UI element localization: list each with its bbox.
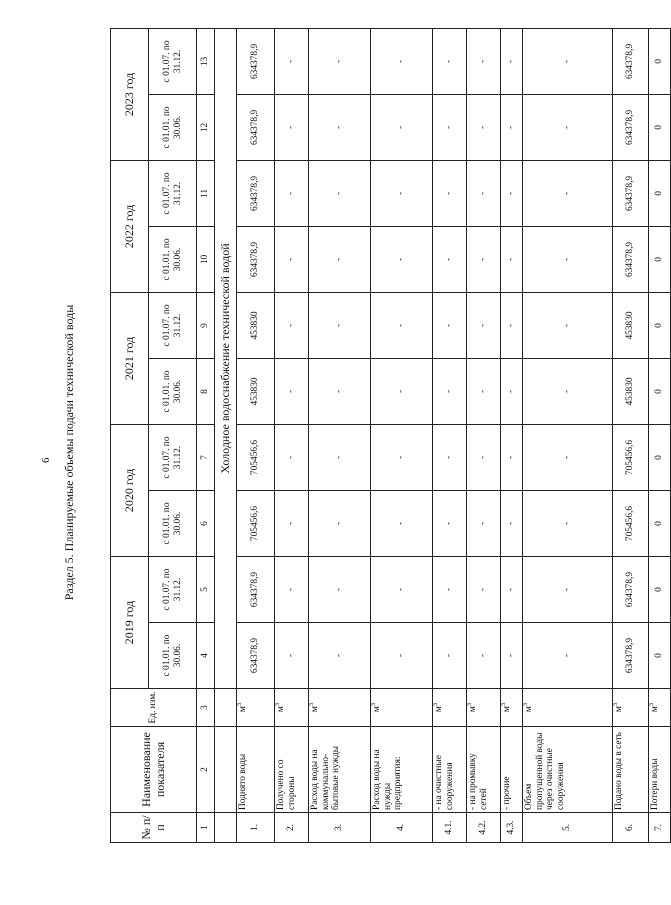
- value-cell: -: [309, 424, 371, 490]
- year-header: 2023 год: [111, 28, 149, 160]
- unit-exponent: 3: [369, 702, 377, 707]
- indicator-name: Объем пропущенной воды через очистные сооружения: [523, 727, 613, 813]
- column-number: 3: [197, 689, 215, 727]
- table-row: [237, 28, 275, 842]
- period-second-half: с 01.07. по 31.12.: [149, 424, 197, 490]
- value-cell: 634378,9: [237, 160, 275, 226]
- unit-base: м: [502, 706, 512, 713]
- unit-exponent: 3: [521, 702, 529, 707]
- value-cell: 634378,9: [613, 623, 649, 689]
- value-cell: 705456,6: [613, 424, 649, 490]
- value-cell: -: [371, 490, 433, 556]
- row-number: 5.: [523, 813, 613, 843]
- unit-base: м: [614, 706, 624, 713]
- value-cell: -: [309, 623, 371, 689]
- value-cell: -: [501, 28, 523, 94]
- value-cell: 634378,9: [613, 226, 649, 292]
- unit-exponent: 3: [647, 702, 655, 707]
- value-cell: -: [467, 94, 501, 160]
- value-cell: -: [523, 160, 613, 226]
- value-cell: -: [523, 28, 613, 94]
- value-cell: -: [433, 292, 467, 358]
- value-cell: -: [433, 358, 467, 424]
- unit-base: м: [468, 706, 478, 713]
- value-cell: 634378,9: [237, 623, 275, 689]
- value-cell: -: [275, 160, 309, 226]
- indicator-name: Поднято воды: [237, 727, 275, 813]
- row-number: 1.: [237, 813, 275, 843]
- value-cell: 634378,9: [237, 556, 275, 622]
- unit-cell: [501, 689, 523, 727]
- unit-base: м: [238, 706, 248, 713]
- value-cell: 634378,9: [613, 94, 649, 160]
- value-cell: -: [467, 160, 501, 226]
- water-supply-table: [110, 28, 671, 843]
- value-cell: 0: [649, 160, 671, 226]
- period-first-half: с 01.01. по 30.06.: [149, 226, 197, 292]
- value-cell: -: [501, 160, 523, 226]
- value-cell: -: [523, 358, 613, 424]
- column-number: 6: [197, 490, 215, 556]
- value-cell: -: [275, 556, 309, 622]
- column-number: 8: [197, 358, 215, 424]
- unit-base: м: [310, 706, 320, 713]
- indicator-name: Потери воды: [649, 727, 671, 813]
- year-header: 2021 год: [111, 292, 149, 424]
- unit-cell: [523, 689, 613, 727]
- indicator-name: - на очистные сооружения: [433, 727, 467, 813]
- value-cell: 0: [649, 226, 671, 292]
- value-cell: -: [433, 28, 467, 94]
- row-number: 4.2.: [467, 813, 501, 843]
- value-cell: -: [501, 556, 523, 622]
- value-cell: 634378,9: [237, 94, 275, 160]
- unit-base: м: [524, 706, 534, 713]
- table-row: [613, 28, 649, 842]
- unit-base: м: [434, 706, 444, 713]
- unit-exponent: 3: [465, 702, 473, 707]
- table-row: [523, 28, 613, 842]
- section-row: [215, 28, 237, 842]
- unit-base: м: [372, 706, 382, 713]
- column-number: 10: [197, 226, 215, 292]
- num-header: № п/п: [111, 813, 197, 843]
- unit-exponent: 3: [307, 702, 315, 707]
- column-number: 9: [197, 292, 215, 358]
- unit-cell: [467, 689, 501, 727]
- table-body: [215, 28, 671, 842]
- value-cell: 634378,9: [237, 28, 275, 94]
- value-cell: -: [501, 490, 523, 556]
- section-spacer: [215, 813, 237, 843]
- period-first-half: с 01.01. по 30.06.: [149, 358, 197, 424]
- value-cell: -: [309, 292, 371, 358]
- period-second-half: с 01.07. по 31.12.: [149, 292, 197, 358]
- table-row: [649, 28, 671, 842]
- value-cell: 0: [649, 623, 671, 689]
- value-cell: 705456,6: [613, 490, 649, 556]
- value-cell: -: [309, 94, 371, 160]
- value-cell: 453830: [237, 292, 275, 358]
- unit-exponent: 3: [235, 702, 243, 707]
- period-first-half: с 01.01. по 30.06.: [149, 623, 197, 689]
- unit-exponent: 3: [611, 702, 619, 707]
- indicator-name: Подано воды в сеть: [613, 727, 649, 813]
- row-number: 2.: [275, 813, 309, 843]
- value-cell: -: [501, 623, 523, 689]
- value-cell: -: [523, 623, 613, 689]
- column-number: 5: [197, 556, 215, 622]
- table-row: [309, 28, 371, 842]
- value-cell: -: [275, 490, 309, 556]
- value-cell: -: [523, 292, 613, 358]
- value-cell: -: [523, 424, 613, 490]
- row-number: 7.: [649, 813, 671, 843]
- value-cell: -: [433, 490, 467, 556]
- indicator-name: Расход воды на нужды предприятия:: [371, 727, 433, 813]
- section-spacer: [215, 689, 237, 727]
- value-cell: 453830: [613, 292, 649, 358]
- column-number: 11: [197, 160, 215, 226]
- value-cell: 634378,9: [613, 160, 649, 226]
- value-cell: -: [433, 94, 467, 160]
- column-number: 12: [197, 94, 215, 160]
- row-number: 4.1.: [433, 813, 467, 843]
- value-cell: -: [371, 424, 433, 490]
- value-cell: -: [433, 424, 467, 490]
- value-cell: -: [309, 28, 371, 94]
- value-cell: -: [467, 424, 501, 490]
- value-cell: -: [275, 358, 309, 424]
- value-cell: 0: [649, 28, 671, 94]
- name-header: Наименование показателя: [111, 727, 197, 813]
- value-cell: -: [275, 226, 309, 292]
- value-cell: -: [371, 358, 433, 424]
- value-cell: -: [309, 226, 371, 292]
- value-cell: 0: [649, 94, 671, 160]
- indicator-name: - на промывку сетей: [467, 727, 501, 813]
- section-spacer: [215, 727, 237, 813]
- unit-exponent: 3: [431, 702, 439, 707]
- row-number: 4.: [371, 813, 433, 843]
- period-second-half: с 01.07. по 31.12.: [149, 28, 197, 94]
- unit-exponent: 3: [273, 702, 281, 707]
- indicator-name: Расход воды на коммунально-бытовые нужды: [309, 727, 371, 813]
- table-row: [433, 28, 467, 842]
- column-number: 13: [197, 28, 215, 94]
- column-number: 2: [197, 727, 215, 813]
- value-cell: 0: [649, 292, 671, 358]
- value-cell: -: [275, 292, 309, 358]
- year-header: 2022 год: [111, 160, 149, 292]
- table-row: [467, 28, 501, 842]
- indicator-name: Получено со стороны: [275, 727, 309, 813]
- section-title: Раздел 5. Планируемые объемы подачи технической воды: [62, 304, 76, 601]
- unit-exponent: 3: [499, 702, 507, 707]
- value-cell: -: [467, 292, 501, 358]
- period-first-half: с 01.01. по 30.06.: [149, 490, 197, 556]
- value-cell: -: [275, 28, 309, 94]
- value-cell: -: [371, 28, 433, 94]
- unit-cell: [649, 689, 671, 727]
- value-cell: -: [467, 226, 501, 292]
- value-cell: 453830: [613, 358, 649, 424]
- unit-base: м: [650, 706, 660, 713]
- value-cell: -: [433, 623, 467, 689]
- value-cell: 705456,6: [237, 490, 275, 556]
- value-cell: 453830: [237, 358, 275, 424]
- page-number: 6: [40, 457, 52, 463]
- value-cell: -: [467, 556, 501, 622]
- value-cell: 634378,9: [613, 28, 649, 94]
- column-number: 7: [197, 424, 215, 490]
- value-cell: -: [467, 623, 501, 689]
- unit-cell: [237, 689, 275, 727]
- value-cell: -: [371, 226, 433, 292]
- value-cell: -: [467, 490, 501, 556]
- value-cell: 0: [649, 556, 671, 622]
- value-cell: -: [501, 424, 523, 490]
- table-row: [371, 28, 433, 842]
- value-cell: 705456,6: [237, 424, 275, 490]
- row-number: 3.: [309, 813, 371, 843]
- value-cell: -: [309, 160, 371, 226]
- year-header: 2020 год: [111, 424, 149, 556]
- value-cell: -: [371, 623, 433, 689]
- value-cell: -: [275, 623, 309, 689]
- value-cell: -: [309, 556, 371, 622]
- value-cell: -: [433, 226, 467, 292]
- value-cell: 0: [649, 424, 671, 490]
- period-first-half: с 01.01. по 30.06.: [149, 94, 197, 160]
- unit-header: Ед. изм.: [111, 689, 197, 727]
- value-cell: 0: [649, 358, 671, 424]
- value-cell: -: [309, 490, 371, 556]
- unit-cell: [371, 689, 433, 727]
- unit-cell: [275, 689, 309, 727]
- value-cell: 634378,9: [613, 556, 649, 622]
- value-cell: -: [501, 226, 523, 292]
- value-cell: -: [523, 226, 613, 292]
- unit-cell: [309, 689, 371, 727]
- value-cell: -: [433, 160, 467, 226]
- value-cell: -: [467, 28, 501, 94]
- table-row: [501, 28, 523, 842]
- value-cell: -: [275, 424, 309, 490]
- column-number-row: [197, 28, 215, 842]
- period-second-half: с 01.07. по 31.12.: [149, 160, 197, 226]
- value-cell: -: [371, 292, 433, 358]
- value-cell: -: [371, 160, 433, 226]
- column-number: 4: [197, 623, 215, 689]
- unit-cell: [613, 689, 649, 727]
- value-cell: -: [523, 94, 613, 160]
- value-cell: -: [467, 358, 501, 424]
- column-number: 1: [197, 813, 215, 843]
- unit-base: м: [276, 706, 286, 713]
- period-second-half: с 01.07. по 31.12.: [149, 556, 197, 622]
- value-cell: -: [275, 94, 309, 160]
- value-cell: 0: [649, 490, 671, 556]
- value-cell: 634378,9: [237, 226, 275, 292]
- value-cell: -: [501, 358, 523, 424]
- value-cell: -: [433, 556, 467, 622]
- value-cell: -: [501, 94, 523, 160]
- value-cell: -: [523, 556, 613, 622]
- value-cell: -: [371, 556, 433, 622]
- value-cell: -: [523, 490, 613, 556]
- year-header: 2019 год: [111, 556, 149, 688]
- row-number: 4.3.: [501, 813, 523, 843]
- indicator-name: - прочие: [501, 727, 523, 813]
- year-header-row: [111, 28, 149, 842]
- row-number: 6.: [613, 813, 649, 843]
- value-cell: -: [371, 94, 433, 160]
- value-cell: -: [309, 358, 371, 424]
- value-cell: -: [501, 292, 523, 358]
- section-label: Холодное водоснабжение технической водой: [215, 28, 237, 688]
- table-row: [275, 28, 309, 842]
- unit-cell: [433, 689, 467, 727]
